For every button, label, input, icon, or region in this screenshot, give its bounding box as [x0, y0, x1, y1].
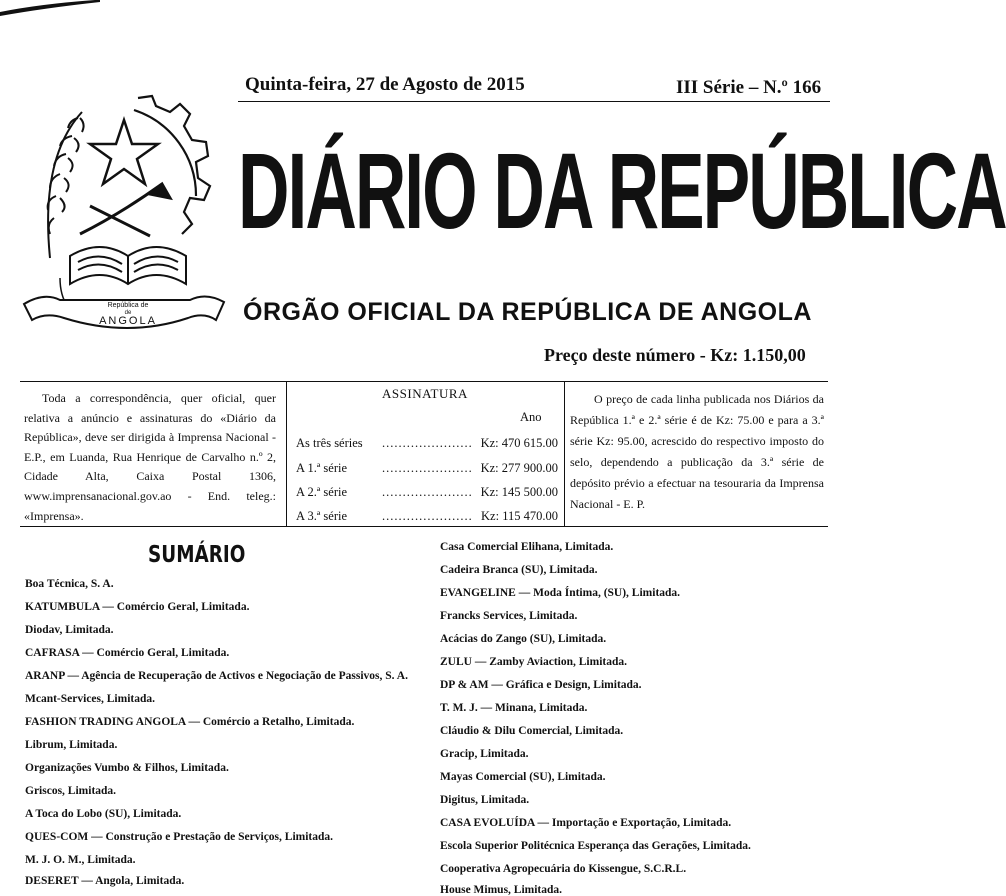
- subscription-value: Kz: 277 900.00: [480, 461, 558, 475]
- summary-item: FASHION TRADING ANGOLA — Comércio a Retalho, Limitada.: [25, 716, 355, 728]
- summary-item: CASA EVOLUÍDA — Importação e Exportação, Limitada.: [440, 817, 732, 829]
- summary-item: EVANGELINE — Moda Íntima, (SU), Limitada.: [440, 587, 681, 599]
- scan-mark: [0, 0, 100, 20]
- subscription-label: As três séries: [296, 436, 363, 450]
- angola-emblem: [20, 88, 230, 336]
- leader-dots: ......................: [382, 436, 473, 450]
- issue-date: Quinta-feira, 27 de Agosto de 2015: [245, 74, 525, 95]
- summary-heading: SUMÁRIO: [148, 542, 246, 568]
- masthead-subtitle: ÓRGÃO OFICIAL DA REPÚBLICA DE ANGOLA: [243, 298, 812, 326]
- summary-item: Cláudio & Dilu Comercial, Limitada.: [440, 725, 624, 737]
- summary-item: Acácias do Zango (SU), Limitada.: [440, 633, 607, 645]
- summary-item: Digitus, Limitada.: [440, 794, 530, 806]
- summary-item: Casa Comercial Elihana, Limitada.: [440, 541, 614, 553]
- summary-item: DP & AM — Gráfica e Design, Limitada.: [440, 679, 642, 691]
- subscription-value: Kz: 145 500.00: [480, 485, 558, 499]
- leader-dots: ......................: [382, 461, 473, 475]
- summary-item: Gracip, Limitada.: [440, 748, 529, 760]
- svg-text:de: de: [124, 310, 132, 316]
- emblem-country: ANGOLA: [99, 315, 157, 327]
- emblem-top-text: República de: [107, 302, 149, 309]
- summary-item: ZULU — Zamby Aviaction, Limitada.: [440, 656, 627, 668]
- summary-item: Francks Services, Limitada.: [440, 610, 578, 622]
- summary-item: M. J. O. M., Limitada.: [25, 854, 136, 866]
- header-rule: [238, 101, 830, 102]
- subscription-year-label: Ano: [520, 410, 542, 424]
- summary-item: Mayas Comercial (SU), Limitada.: [440, 771, 606, 783]
- summary-item: QUES-COM — Construção e Prestação de Serviços, Limitada.: [25, 831, 334, 843]
- summary-item: Escola Superior Politécnica Esperança das Gerações, Limitada.: [440, 840, 751, 852]
- subscription-label: A 3.ª série: [296, 509, 348, 523]
- summary-item: House Mimus, Limitada.: [440, 884, 563, 896]
- summary-item: DESERET — Angola, Limitada.: [25, 875, 185, 887]
- summary-item: Diodav, Limitada.: [25, 624, 114, 636]
- summary-item: CAFRASA — Comércio Geral, Limitada.: [25, 647, 230, 659]
- leader-dots: ......................: [382, 509, 473, 523]
- subscription-value: Kz: 470 615.00: [480, 436, 558, 450]
- book-icon: [70, 247, 186, 284]
- machete-icon: [80, 184, 170, 236]
- masthead-title: DIÁRIO DA REPÚBLICA: [238, 130, 1006, 251]
- subscription-row: [296, 485, 558, 500]
- correspondence-notice: [24, 389, 276, 526]
- summary-item: ARANP — Agência de Recuperação de Activos e Negociação de Passivos, S. A.: [25, 670, 408, 682]
- box-divider: [564, 381, 565, 526]
- box-top-rule: [20, 381, 828, 382]
- summary-item: Organizações Vumbo & Filhos, Limitada.: [25, 762, 229, 774]
- price-note-text: O preço de cada linha publicada nos Diários da República 1.ª e 2.ª série é de Kz: 75.00 e para a 3.ª série Kz: 95.00, acrescido do respectivo imposto do selo, dependendo a publicação da 3.ª série de depósito prévio a efectuar na tesouraria da Imprensa Nacional - E. P.: [570, 392, 824, 511]
- gear-icon: [134, 96, 210, 234]
- summary-item: T. M. J. — Minana, Limitada.: [440, 702, 588, 714]
- summary-item: KATUMBULA — Comércio Geral, Limitada.: [25, 601, 250, 613]
- summary-item: Librum, Limitada.: [25, 739, 118, 751]
- leader-dots: ......................: [382, 485, 473, 499]
- summary-item: Griscos, Limitada.: [25, 785, 117, 797]
- box-divider: [286, 381, 287, 526]
- leaves-icon: [48, 112, 84, 258]
- correspondence-text: Toda a correspondência, quer oficial, quer relativa a anúncio e assinaturas do «Diário da República», deve ser dirigida à Imprensa Nacional - E.P., em Luanda, Rua Henrique de Carvalho n.º 2, Cidade Alta, Caixa Postal 1306, www.imprensanacional.gov.ao - End. teleg.: «Imprensa».: [24, 391, 276, 523]
- summary-item: A Toca do Lobo (SU), Limitada.: [25, 808, 182, 820]
- summary-item: Boa Técnica, S. A.: [25, 578, 114, 590]
- subscription-label: A 2.ª série: [296, 485, 348, 499]
- subscription-title: ASSINATURA: [382, 386, 468, 401]
- subscription-row: [296, 436, 558, 451]
- issue-price: Preço deste número - Kz: 1.150,00: [544, 345, 806, 365]
- subscription-value: Kz: 115 470.00: [481, 509, 558, 523]
- series-number: III Série – N.º 166: [676, 77, 822, 98]
- subscription-row: [296, 509, 558, 524]
- star-icon: [90, 120, 158, 184]
- summary-item: Mcant-Services, Limitada.: [25, 693, 155, 705]
- subscription-row: [296, 461, 558, 476]
- subscription-label: A 1.ª série: [296, 461, 348, 475]
- summary-item: Cooperativa Agropecuária do Kissengue, S.C.R.L.: [440, 863, 687, 875]
- price-note: [570, 389, 824, 515]
- summary-item: Cadeira Branca (SU), Limitada.: [440, 564, 598, 576]
